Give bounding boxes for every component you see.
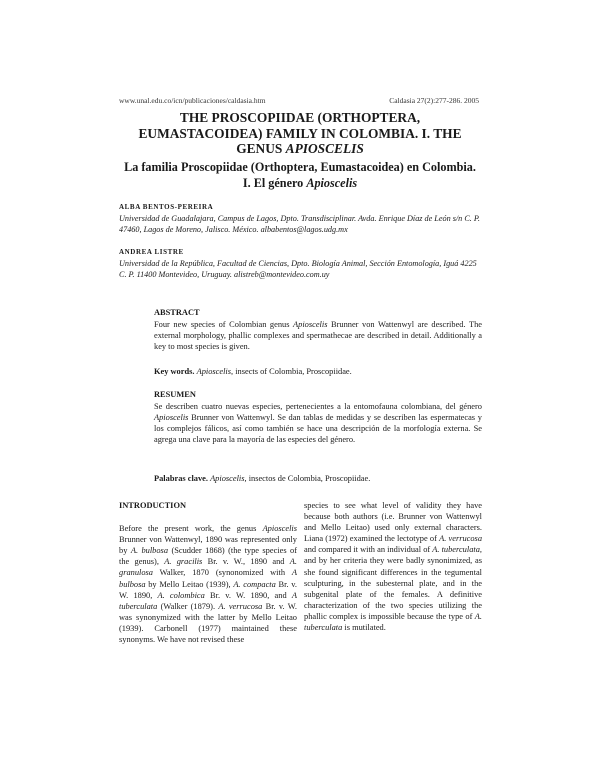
paper-title: [118, 110, 482, 157]
intro-taxon: A. bulbosa: [130, 546, 169, 556]
intro-taxon: A. gracilis: [164, 557, 203, 567]
intro-text: Br. v. W., 1890 and: [202, 557, 290, 567]
intro-left-text: [119, 523, 297, 645]
intro-text: , and by her criteria they were badly synonimized, as she found significant differences in the tegumental sculpturing, in the subesternal plate, and in the subgenital plate of the females. A definitive characterization of the two species utilizing the phallic complex is impossible because the type of: [304, 545, 482, 621]
intro-text: is mutilated.: [342, 623, 386, 633]
palabras-clave: [154, 473, 482, 484]
intro-text: Brunner von Wattenwyl, 1890 was represented only by: [119, 535, 297, 556]
resumen-section: [154, 389, 482, 445]
subtitle-genus: Apioscelis: [306, 175, 358, 190]
intro-taxon: A. tuberculata: [432, 545, 480, 555]
abstract-text-part: Brunner von Wattenwyl are described. The external morphology, phallic complexes and spermathecae are described in detail. Additionally a key to most species is given.: [154, 320, 482, 352]
intro-text: Br. v. W. was synonymized with the latter by Mello Leitao (1939). Carbonell (1977) maintained these synonyms. We have not revised these: [119, 601, 297, 645]
intro-taxon: A. colombica: [157, 590, 205, 600]
intro-text: by Mello Leitao (1939),: [145, 579, 234, 589]
intro-column-left: [119, 500, 297, 645]
intro-taxon: A. granulosa: [119, 557, 297, 578]
resumen-genus: Apioscelis: [154, 413, 189, 423]
author-name: ANDREA LISTRE: [119, 248, 184, 256]
intro-taxon: A. verrucosa: [218, 601, 263, 611]
intro-taxon: A tuberculata: [119, 590, 297, 611]
journal-url[interactable]: www.unal.edu.co/icn/publicaciones/caldasia.htm: [119, 96, 266, 105]
title-prefix: GENUS: [236, 141, 286, 156]
resumen-text: [154, 401, 482, 445]
title-line-2: EUMASTACOIDEA) FAMILY IN COLOMBIA. I. THE: [138, 125, 462, 141]
keywords: [154, 366, 482, 377]
author-2: [119, 248, 481, 281]
intro-column-right: [304, 500, 482, 633]
abstract-heading: ABSTRACT: [154, 308, 200, 317]
intro-text: (Walker (1879).: [157, 601, 219, 611]
abstract-text-part: Four new species of Colombian genus: [154, 320, 294, 330]
intro-taxon: Apioscelis: [262, 524, 297, 534]
intro-text: Br. v. W. 1890,: [119, 579, 297, 600]
palabras-rest: , insectos de Colombia, Proscopiidae.: [244, 474, 371, 483]
keywords-label: Key words.: [154, 367, 195, 376]
intro-text: species to see what level of validity they have because both authors (i.e. Brunner von Wattenwyl and Mello Leitao) used only external characters. Liana (1972) examined the lectotype of: [304, 501, 482, 544]
abstract-text: [154, 319, 482, 352]
resumen-text-part: Brunner von Wattenwyl. Se dan tablas de medidas y se describen las espermatecas y los complejos fálicos, así como también se hace una descripción de la morfología externa. Se agrega una clave para la mayoría de las especies del género.: [154, 413, 482, 445]
introduction-heading: INTRODUCTION: [119, 501, 187, 510]
keywords-rest: , insects of Colombia, Proscopiidae.: [231, 367, 352, 376]
palabras-label: Palabras clave.: [154, 474, 208, 483]
palabras-genus: Apioscelis: [210, 474, 245, 483]
intro-text: and compared it with an individual of: [304, 545, 433, 555]
intro-taxon: A. tuberculata: [304, 611, 482, 633]
intro-text: Walker, 1870 (synonomized with: [152, 568, 292, 578]
intro-text: (Scudder 1868) (the type species of the genus),: [119, 546, 298, 567]
abstract-section: [154, 307, 482, 352]
subtitle-line-1: La familia Proscopiidae (Orthoptera, Eumastacoidea) en Colombia.: [124, 160, 476, 174]
intro-right-text: [304, 500, 482, 633]
intro-text: Before the present work, the genus: [119, 524, 263, 534]
paper-subtitle: [118, 160, 482, 191]
author-affiliation: Universidad de Guadalajara, Campus de Lagos, Dpto. Transdisciplinar. Avda. Enrique Díaz de León s/n C. P. 47460, Lagos de Moreno, Jalisco. México. albabentos@lagos.udg.mx: [119, 214, 480, 234]
journal-citation: Caldasia 27(2):277-286. 2005: [389, 96, 479, 105]
author-affiliation: Universidad de la República, Facultad de Ciencias, Dpto. Biología Animal, Sección Entomología, Iguá 4225 C. P. 11400 Montevideo, Uruguay. alistreb@montevideo.com.uy: [119, 259, 477, 279]
author-name: ALBA BENTOS-PEREIRA: [119, 203, 214, 211]
title-line-3: [118, 141, 482, 157]
intro-taxon: A. compacta: [233, 579, 276, 589]
abstract-genus: Apioscelis: [293, 320, 328, 330]
title-genus: APIOSCELIS: [285, 141, 364, 156]
title-line-1: THE PROSCOPIIDAE (ORTHOPTERA,: [179, 110, 421, 125]
resumen-text-part: Se describen cuatro nuevas especies, pertenecientes a la entomofauna colombiana, del género: [154, 402, 482, 412]
intro-text: Br. v. W. 1890, and: [204, 590, 292, 600]
intro-taxon: A bulbosa: [119, 568, 297, 589]
keywords-genus: Apioscelis: [196, 367, 232, 376]
intro-taxon: A. verrucosa: [439, 534, 483, 544]
subtitle-line-2: [118, 176, 482, 192]
subtitle-prefix: I. El género: [242, 175, 307, 190]
author-1: [119, 203, 481, 236]
resumen-heading: RESUMEN: [154, 390, 196, 399]
